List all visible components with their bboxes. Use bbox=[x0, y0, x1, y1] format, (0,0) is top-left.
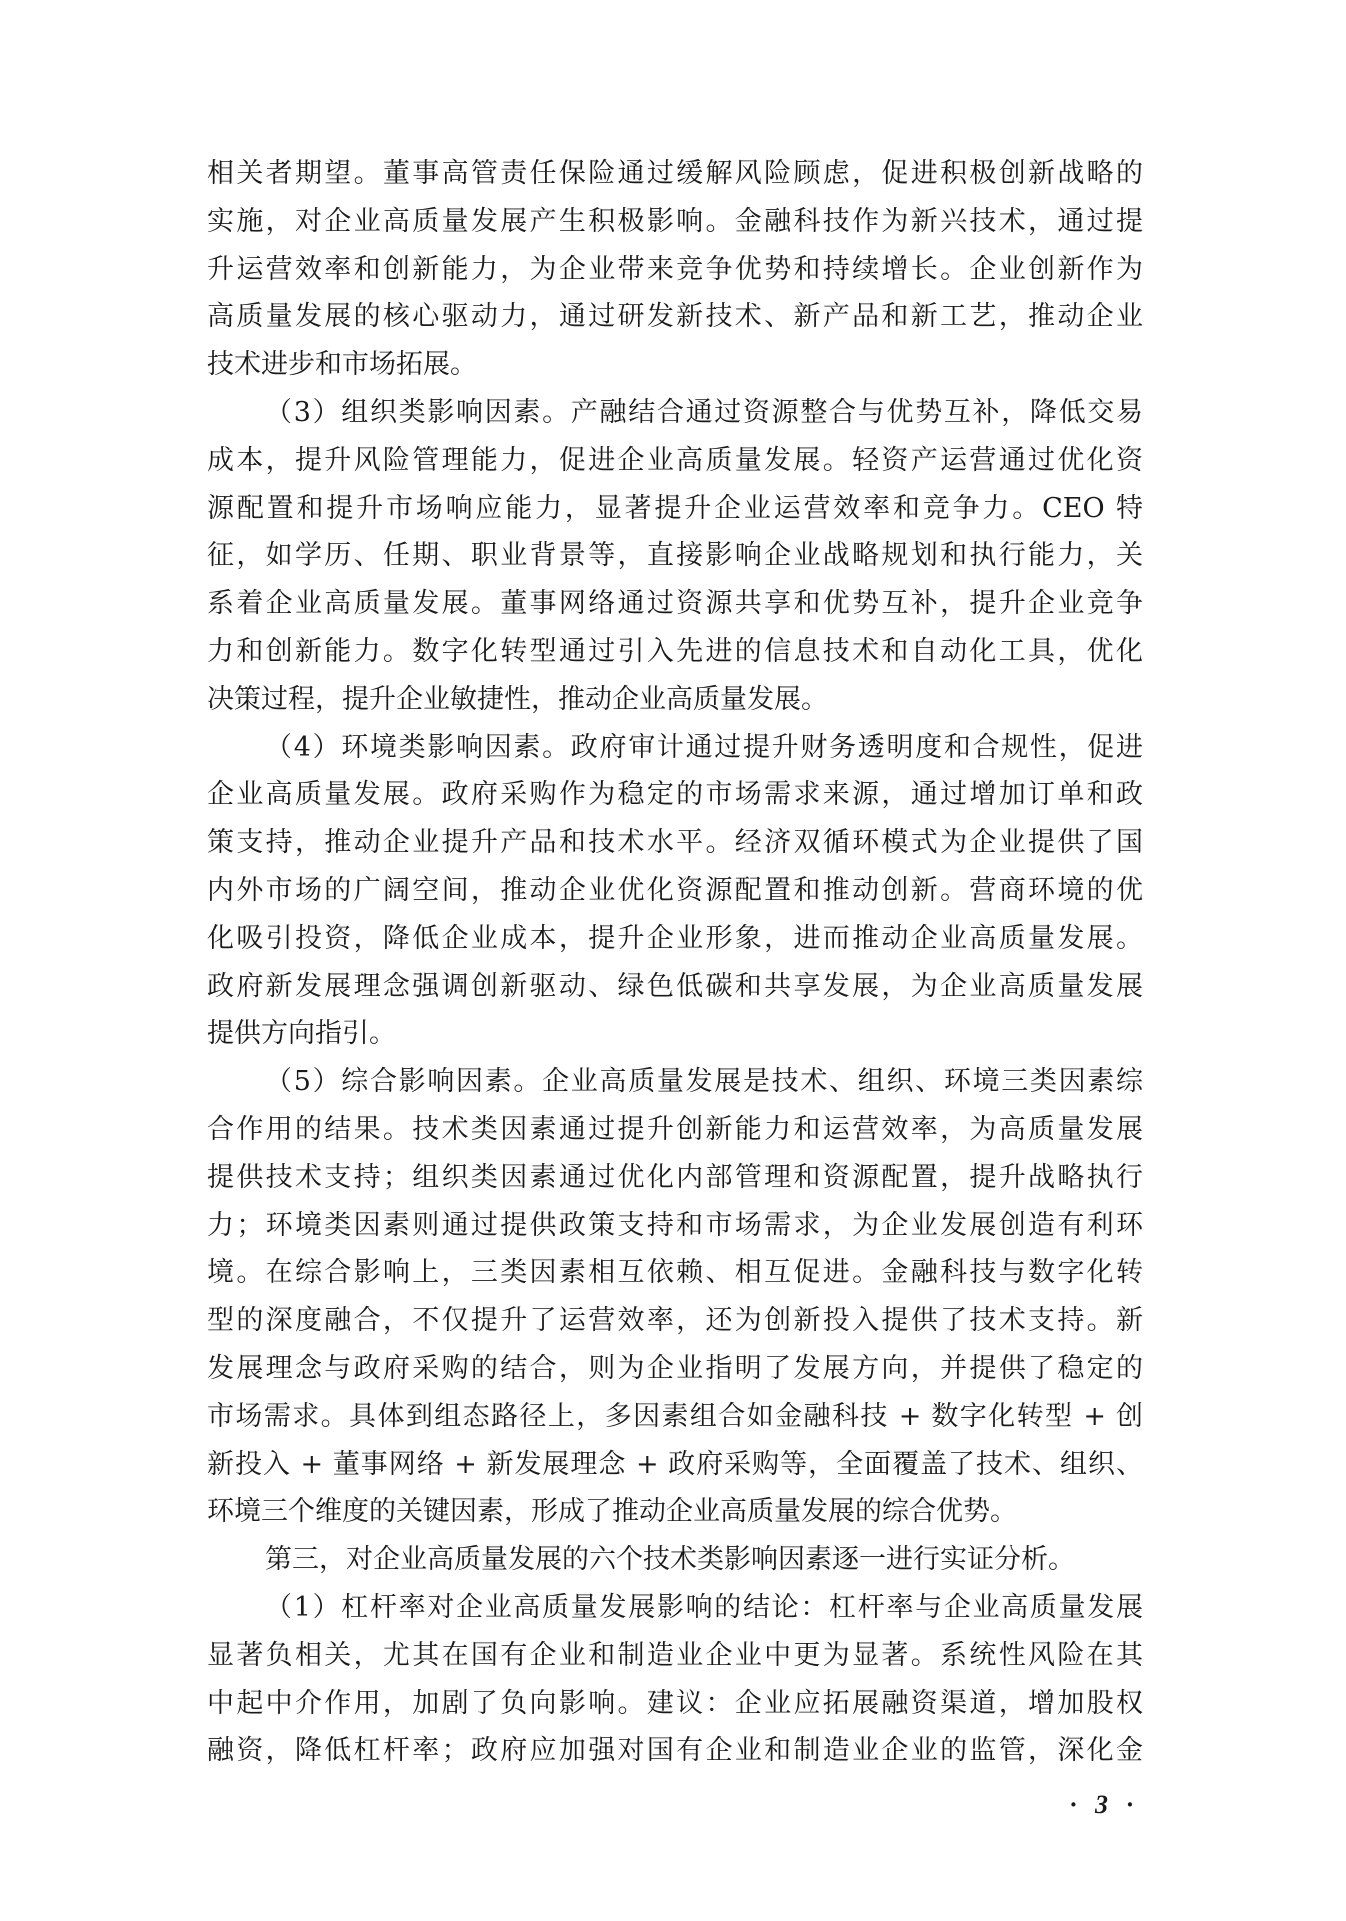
text-line: （4）环境类影响因素。政府审计通过提升财务透明度和合规性，促进 bbox=[265, 731, 1143, 763]
text-line: 政府新发展理念强调创新驱动、绿色低碳和共享发展，为企业高质量发展 bbox=[207, 970, 1143, 1002]
text-line: 技术进步和市场拓展。 bbox=[207, 349, 477, 381]
text-line: 境。在综合影响上，三类因素相互依赖、相互促进。金融科技与数字化转 bbox=[207, 1257, 1143, 1289]
text-line: 企业高质量发展。政府采购作为稳定的市场需求来源，通过增加订单和政 bbox=[207, 779, 1143, 811]
text-line: （5）综合影响因素。企业高质量发展是技术、组织、环境三类因素综 bbox=[265, 1066, 1143, 1098]
text-line: 提供方向指引。 bbox=[207, 1018, 396, 1050]
text-line: 策支持，推动企业提升产品和技术水平。经济双循环模式为企业提供了国 bbox=[207, 827, 1143, 859]
text-line: 合作用的结果。技术类因素通过提升创新能力和运营效率，为高质量发展 bbox=[207, 1113, 1143, 1145]
text-line: 化吸引投资，降低企业成本，提升企业形象，进而推动企业高质量发展。 bbox=[207, 922, 1143, 954]
text-line: 力；环境类因素则通过提供政策支持和市场需求，为企业发展创造有利环 bbox=[207, 1209, 1143, 1241]
text-line: 升运营效率和创新能力，为企业带来竞争优势和持续增长。企业创新作为 bbox=[207, 253, 1143, 285]
text-line: 决策过程，提升企业敏捷性，推动企业高质量发展。 bbox=[207, 683, 828, 715]
text-line: 型的深度融合，不仅提升了运营效率，还为创新投入提供了技术支持。新 bbox=[207, 1305, 1143, 1337]
page-number: · 3 · bbox=[1070, 1790, 1139, 1819]
text-line: 发展理念与政府采购的结合，则为企业指明了发展方向，并提供了稳定的 bbox=[207, 1352, 1143, 1384]
text-line: 市场需求。具体到组态路径上，多因素组合如金融科技 + 数字化转型 + 创 bbox=[207, 1400, 1143, 1432]
text-line: 实施，对企业高质量发展产生积极影响。金融科技作为新兴技术，通过提 bbox=[207, 205, 1143, 237]
text-line: 提供技术支持；组织类因素通过优化内部管理和资源配置，提升战略执行 bbox=[207, 1161, 1143, 1193]
text-line: 内外市场的广阔空间，推动企业优化资源配置和推动创新。营商环境的优 bbox=[207, 874, 1143, 906]
text-line: 融资，降低杠杆率；政府应加强对国有企业和制造业企业的监管，深化金 bbox=[207, 1735, 1143, 1767]
text-line: 系着企业高质量发展。董事网络通过资源共享和优势互补，提升企业竞争 bbox=[207, 588, 1143, 620]
text-line: 力和创新能力。数字化转型通过引入先进的信息技术和自动化工具，优化 bbox=[207, 635, 1143, 667]
text-line: 源配置和提升市场响应能力，显著提升企业运营效率和竞争力。CEO 特 bbox=[207, 492, 1143, 524]
text-line: 环境三个维度的关键因素，形成了推动企业高质量发展的综合优势。 bbox=[207, 1496, 1017, 1528]
body-text bbox=[207, 150, 1143, 1775]
text-line: 中起中介作用，加剧了负向影响。建议：企业应拓展融资渠道，增加股权 bbox=[207, 1687, 1143, 1719]
text-line: 成本，提升风险管理能力，促进企业高质量发展。轻资产运营通过优化资 bbox=[207, 444, 1143, 476]
text-line: 高质量发展的核心驱动力，通过研发新技术、新产品和新工艺，推动企业 bbox=[207, 301, 1143, 333]
text-line: （1）杠杆率对企业高质量发展影响的结论：杠杆率与企业高质量发展 bbox=[265, 1591, 1143, 1623]
text-line: 新投入 + 董事网络 + 新发展理念 + 政府采购等，全面覆盖了技术、组织、 bbox=[207, 1448, 1143, 1480]
text-line: 显著负相关，尤其在国有企业和制造业企业中更为显著。系统性风险在其 bbox=[207, 1639, 1143, 1671]
text-line: （3）组织类影响因素。产融结合通过资源整合与优势互补，降低交易 bbox=[265, 396, 1143, 428]
text-line: 第三，对企业高质量发展的六个技术类影响因素逐一进行实证分析。 bbox=[265, 1544, 1075, 1576]
text-line: 征，如学历、任期、职业背景等，直接影响企业战略规划和执行能力，关 bbox=[207, 540, 1143, 572]
text-line: 相关者期望。董事高管责任保险通过缓解风险顾虑，促进积极创新战略的 bbox=[207, 158, 1143, 189]
